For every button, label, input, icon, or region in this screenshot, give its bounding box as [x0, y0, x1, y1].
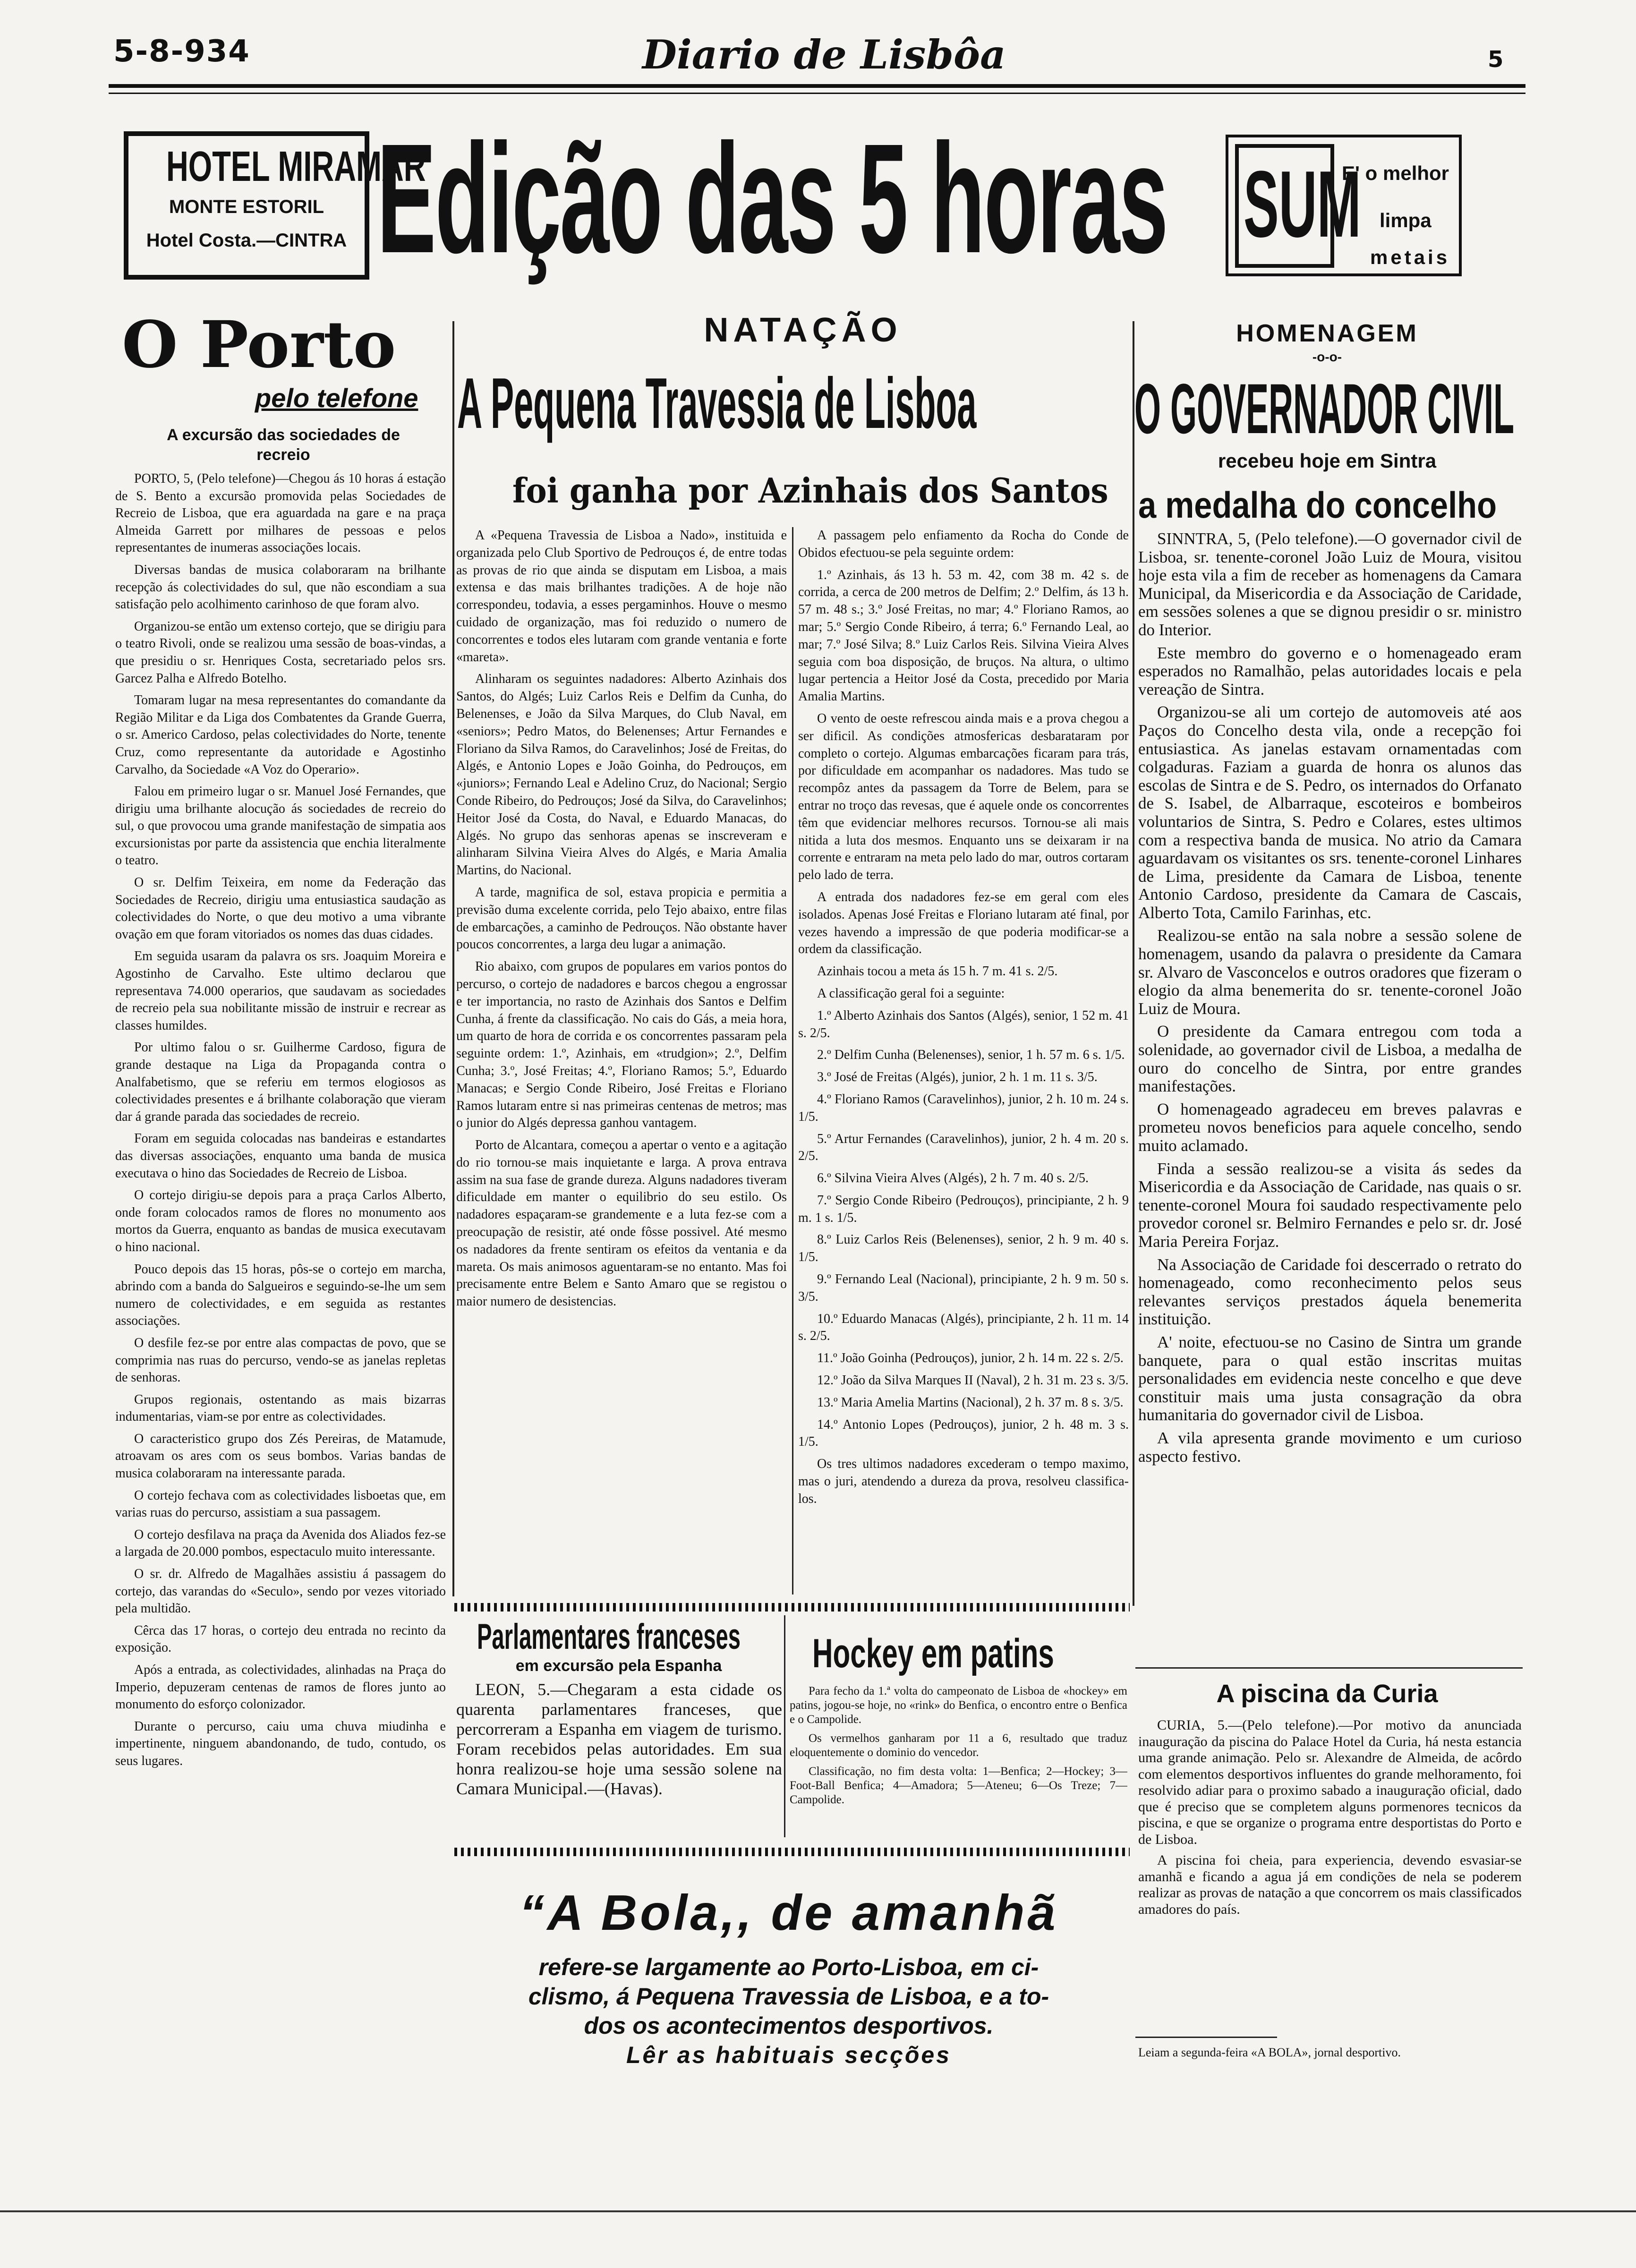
porto-paragraph: Diversas bandas de musica colaboraram na brilhante recepção ás colectividades do sul, que não escondiam a sua satisfação pelo acolhimento carinhoso de que foram alvo. [115, 562, 446, 612]
natacao-paragraph: 11.º João Goinha (Pedrouços), junior, 2 h. 14 m. 22 s. 2/5. [817, 1351, 1124, 1366]
bola-line: refere-se largamente ao Porto-Lisboa, em ci- [538, 1954, 1039, 1980]
bola-title: “A Bola,, de amanhã [519, 1885, 1058, 1941]
natacao-paragraph: O vento de oeste refrescou ainda mais e a prova chegou a ser dificil. As condições atmosfericas desbarataram por completo o cortejo. Algumas embarcações ficaram para trás, por dificuldade em acompanhar os nadadores. Mas tudo se recompôz antes da passagem da Torre de Belem, para se entrar no troço das revesas, que é aquele onde os concorrentes têm que evidenciar melhores recursos. Tornou-se ali mais nitida a luta dos mesmos. Enquanto uns se deixaram ir na corrente e entraram na meta pelo lado do mar, outros cortaram pelo lado de terra. [798, 711, 1129, 883]
hotel-costa: Hotel Costa.—CINTRA [146, 230, 347, 251]
porto-paragraph: Em seguida usaram da palavra os srs. Joaquim Moreira e Agostinho de Carvalho. Este ultimo declarou que representava 74.000 operarios, que saudavam as sociedades de recreio pela sua nobilitante missão de instruir e recrear as classes humildes. [115, 949, 446, 1033]
curia-paragraph: A piscina foi cheia, para experiencia, devendo esvasiar-se amanhã e ficando a agua já em condições de nela se poderem realizar as provas de natação a que concorrem os mais classificados amadores do país. [1138, 1852, 1522, 1917]
edition-banner: Edição das 5 horas [377, 111, 1167, 285]
parlamentares-text: LEON, 5.—Chegaram a esta cidade os quarenta parlamentares franceses, que percorreram a Espanha em viagem de turismo. Foram recebidos pelas autoridades. Em sua honra realizou-se hoje uma sessão solene na Camara Municipal.—(Havas). [456, 1680, 782, 1798]
porto-paragraph: O caracteristico grupo dos Zés Pereiras, de Matamude, atroavam os ares com os seus bombos. Varias bandas de musica colaboraram na interessante parada. [115, 1431, 446, 1481]
porto-article [115, 470, 446, 1968]
natacao-paragraph: Alinharam os seguintes nadadores: Alberto Azinhais dos Santos, do Algés; Luiz Carlos Reis e Delfim da Cunha, do Belenenses, e João da Silva Marques, do Club Naval, em «seniors»; Pedro Matos, do Belenenses; Artur Fernandes e Floriano da Silva Ramos, do Caravelinhos; José de Freitas, do Algés, e Antonio Lopes e João Goinha, do Pedrouços, em «juniors»; Fernando Leal e Adelino Cruz, do Nacional; Sergio Conde Ribeiro, do Pedrouços; José da Silva, do Caravelinhos; Heitor José da Costa, do Naval, e Eduardo Manacas, do Algés. No grupo das senhoras apenas se inscreveram e alinharam Silvina Vieira Alves do Algés, e Maria Amalia Martins, do Nacional. [456, 672, 787, 878]
bola-line: Lêr as habituais secções [626, 2042, 951, 2068]
natacao-col2 [798, 527, 1129, 1599]
natacao-paragraph: Os tres ultimos nadadores excederam o tempo maximo, mas o juri, atendendo a dureza da prova, resolveu classifica-los. [798, 1457, 1129, 1506]
header-rule-thin [109, 93, 1525, 94]
hotel-miramar-ad [124, 131, 426, 280]
natacao-paragraph: 2.º Delfim Cunha (Belenenses), senior, 1 h. 57 m. 6 s. 1/5. [817, 1048, 1125, 1063]
page-number: 5 [1488, 46, 1505, 73]
sum-ad [1226, 135, 1462, 276]
dotted-separator [454, 1603, 1130, 1611]
hockey-text: Os vermelhos ganharam por 11 a 6, resultado que traduz eloquentemente o dominio do vencedor. [790, 1732, 1127, 1759]
porto-paragraph: Cêrca das 17 horas, o cortejo deu entrada no recinto da exposição. [115, 1623, 446, 1655]
natacao-paragraph: A entrada dos nadadores fez-se em geral com eles isolados. Apenas José Freitas e Floriano lutaram até final, por vezes havendo a impressão de que poderia modificar-se a ordem da classificação. [798, 889, 1129, 957]
porto-paragraph: O cortejo fechava com as colectividades lisboetas que, em varias ruas do percurso, assistiam a sua passagem. [115, 1488, 446, 1520]
natacao-paragraph: A passagem pelo enfiamento da Rocha do Conde de Obidos efectuou-se pela seguinte ordem: [798, 528, 1129, 560]
footer-rule [0, 2210, 1636, 2212]
porto-subtitle: pelo telefone [255, 383, 418, 413]
porto-paragraph: Tomaram lugar na mesa representantes do comandante da Região Militar e da Liga dos Combatentes da Grande Guerra, o sr. Americo Cardoso, pelas colectividades do Norte, tenente Cruz, como representante da autoridade e Agostinho Carvalho, da Sociedade «A Voz do Operario». [115, 693, 446, 777]
homenagem-paragraph: Finda a sessão realizou-se a visita ás sedes da Misericordia e da Associação de Caridade, nas quais o sr. tenente-coronel Moura foi saudado respectivamente pelo provedor coronel sr. Belmiro Fernandes e pelo sr. dr. José Maria Pereira Forjaz. [1138, 1159, 1522, 1251]
natacao-kicker: NATAÇÃO [704, 311, 902, 349]
homenagem-paragraph: O presidente da Camara entregou com toda a solenidade, ao governador civil de Lisboa, a medalha de ouro do concelho de Sintra, por entre grandes manifestações. [1138, 1022, 1522, 1096]
natacao-paragraph: Porto de Alcantara, começou a apertar o vento e a agitação do rio tornou-se mais inquietante e larga. A prova entrava assim na sua fase de grande dureza. Alguns nadadores tiveram dificuldade em manter o equilibrio do seu estilo. Os nadadores espaçaram-se grandemente e a luta fez-se com a preocupação de resistir, até onde fôsse possivel. Até mesmo os nadadores da frente sentiram os efeitos da ventania e da mareta. Os mais animosos aguentaram-se no entanto. Mas foi precisamente entre Belem e Santo Amaro que se registou o maior numero de desistencias. [456, 1138, 787, 1309]
curia-article [1138, 1717, 1522, 2038]
natacao-paragraph: 14.º Antonio Lopes (Pedrouços), junior, 2 h. 48 m. 3 s. 1/5. [798, 1417, 1129, 1449]
sum-brand-box [1235, 144, 1361, 268]
section-rule [1135, 2037, 1277, 2038]
porto-paragraph: O sr. dr. Alfredo de Magalhães assistiu á passagem do cortejo, das varandas do «Seculo», sendo por vezes vitoriado pela multidão. [115, 1567, 446, 1616]
hotel-name: HOTEL MIRAMAR [166, 143, 426, 190]
hotel-location: MONTE ESTORIL [169, 196, 324, 217]
parlamentares-title: Parlamentares franceses [477, 1617, 741, 1657]
curia-footer: Leiam a segunda-feira «A BOLA», jornal desportivo. [1138, 2046, 1401, 2059]
porto-paragraph: Foram em seguida colocadas nas bandeiras e estandartes das diversas associações, enquanto uma banda de musica executava o hino das Sociedades de Recreio de Lisboa. [115, 1131, 446, 1181]
natacao-paragraph: 1.º Azinhais, ás 13 h. 53 m. 42, com 38 m. 42 s. de corrida, a cerca de 200 metros de Delfim; 2.º Delfim, ás 13 h. 57 m. 48 s.; 3.º José Freitas, no mar; 4.º Floriano Ramos, ao mar; 5.º Sergio Conde Ribeiro, á terra; 6.º Fernando Leal, ao mar; 7.º José Silva; 8.º Luiz Carlos Reis. Silvina Vieira Alves seguia com boa disposição, de bruços. Na altura, o ultimo lugar pertencia a Heitor José da Costa, precedido por Maria Amalia Martins. [798, 567, 1129, 704]
homenagem-paragraph: Na Associação de Caridade foi descerrado o retrato do homenageado, como reconhecimento pelos seus relevantes serviços prestados áquela benemerita instituição. [1138, 1255, 1522, 1329]
homenagem-paragraph: SINNTRA, 5, (Pelo telefone).—O governador civil de Lisboa, sr. tenente-coronel João Luiz de Moura, visitou hoje esta vila a fim de receber as homenagens da Camara Municipal, da Misericordia e da Associação de Caridade, em sessões solenes a que se dignou presidir o sr. ministro do Interior. [1138, 530, 1522, 639]
curia-paragraph: CURIA, 5.—(Pelo telefone).—Por motivo da anunciada inauguração da piscina do Palace Hotel da Curia, há nesta estancia uma grande animação. Pelo sr. Alexandre de Almeida, de acôrdo com elementos desportivos influentes do grande melhoramento, foi resolvido adiar para o proximo sabado a inauguração oficial, dado que é preciso que se completem alguns pormenores tecnicos da piscina, e que se organize o programa entre desportistas do Porto e de Lisboa. [1138, 1717, 1522, 1847]
porto-paragraph: O cortejo dirigiu-se depois para a praça Carlos Alberto, onde foram colocados ramos de flores no monumento aos mortos da Guerra, enquanto as bandas de musica executavam o hino nacional. [115, 1188, 446, 1254]
natacao-col1 [456, 527, 787, 1599]
sum-brand: SUM [1244, 152, 1361, 257]
porto-paragraph: Grupos regionais, ostentando as mais bizarras indumentarias, viam-se por entre as colectividades. [115, 1392, 446, 1424]
natacao-paragraph: 10.º Eduardo Manacas (Algés), principiante, 2 h. 11 m. 14 s. 2/5. [798, 1311, 1129, 1344]
column-rule [784, 1615, 785, 1837]
natacao-paragraph: 1.º Alberto Azinhais dos Santos (Algés), senior, 1 52 m. 41 s. 2/5. [798, 1008, 1129, 1040]
natacao-paragraph: 5.º Artur Fernandes (Caravelinhos), junior, 2 h. 4 m. 20 s. 2/5. [798, 1131, 1129, 1164]
natacao-title: A Pequena Travessia de Lisboa [457, 363, 977, 443]
porto-paragraph: Pouco depois das 15 horas, pôs-se o cortejo em marcha, abrindo com a banda do Salgueiros e seguindo-se-lhe um sem numero de colectividades, e em seguida as restantes associações. [115, 1262, 446, 1329]
natacao-paragraph: 13.º Maria Amelia Martins (Nacional), 2 h. 37 m. 8 s. 3/5. [817, 1395, 1124, 1410]
homenagem-paragraph: Este membro do governo e o homenageado eram esperados no Ramalhão, pelas autoridades locais e pela vereação de Sintra. [1138, 643, 1522, 699]
porto-paragraph: Durante o percurso, caiu uma chuva miudinha e impertinente, ninguem abandonando, de tudo, contudo, os seus lugares. [115, 1719, 446, 1768]
natacao-paragraph: Azinhais tocou a meta ás 15 h. 7 m. 41 s. 2/5. [817, 964, 1058, 979]
natacao-paragraph: A tarde, magnifica de sol, estava propicia e permitia a previsão duma excelente corrida, pelo Tejo abaixo, entre filas de embarcações, a caminho de Pedrouços. Não obstante haver poucos concorrentes, a larga deu lugar a animação. [456, 885, 787, 952]
homenagem-sub2: a medalha do concelho [1138, 484, 1497, 526]
sum-line1: E' o melhor [1342, 162, 1449, 184]
column-rule [1133, 321, 1134, 1606]
homenagem-paragraph: Realizou-se então na sala nobre a sessão solene de homenagem, usando da palavra o presidente da Camara sr. Alvaro de Vasconcelos e outros oradores que fizeram o elogio da alma benemerita do sr. tenente-coronel João Luiz de Moura. [1138, 926, 1522, 1018]
hockey-article [790, 1684, 1127, 1845]
natacao-paragraph: 4.º Floriano Ramos (Caravelinhos), junior, 2 h. 10 m. 24 s. 1/5. [798, 1091, 1129, 1124]
natacao-paragraph: A «Pequena Travessia de Lisboa a Nado», instituida e organizada pelo Club Sportivo de Pedrouços é, de entre todas as provas de rio que ainda se disputam em Lisboa, a mais extensa e das mais brilhantes tradições. A de hoje não correspondeu, todavia, a esses pergaminhos. Houve o mesmo cuidado de organização, mas foi reduzido o numero de concorrentes e todos eles lutaram com grande ventania e forte «mareta». [456, 528, 787, 665]
column-rule [792, 527, 793, 1594]
bola-line: dos os acontecimentos desportivos. [584, 2012, 994, 2039]
bola-line: clismo, á Pequena Travessia de Lisboa, e a to- [528, 1983, 1049, 2010]
natacao-paragraph: 8.º Luiz Carlos Reis (Belenenses), senior, 2 h. 9 m. 40 s. 1/5. [798, 1232, 1129, 1265]
parlamentares-article [456, 1680, 782, 1859]
section-rule [1135, 1667, 1523, 1669]
masthead: Diario de Lisbôa [642, 31, 1006, 78]
dotted-separator [454, 1848, 1130, 1856]
hockey-title: Hockey em patins [812, 1631, 1054, 1676]
porto-paragraph: O sr. Delfim Teixeira, em nome da Federação das Sociedades de Recreio, dirigiu uma entusiastica saudação as colectividades do Norte, o que deu motivo a uma vibrante ovação em que foram vitoriados os nomes das duas cidades. [115, 875, 446, 942]
hockey-text: Classificação, no fim desta volta: 1—Benfica; 2—Hockey; 3—Foot-Ball Benfica; 4—Amadora; 5—Ateneu; 6—Os Treze; 7—Campolide. [790, 1765, 1127, 1806]
homenagem-paragraph: A vila apresenta grande movimento e um curioso aspecto festivo. [1138, 1428, 1522, 1466]
homenagem-paragraph: Organizou-se ali um cortejo de automoveis até aos Paços do Concelho desta vila, onde a recepção foi entusiastica. As janelas estavam ornamentadas com colgaduras. Faziam a guarda de honra os alunos das escolas de Sintra e de S. Pedro, os internados do Orfanato de S. Isabel, de Albarraque, escoteiros e bombeiros voluntarios de Sintra, S. Pedro e Colares, estes ultimos com a respectiva banda de musica. No atrio da Camara aguardavam os visitantes os srs. tenente-coronel Linhares de Lima, presidente da Camara de Lisboa, tenente Antonio Cardoso, presidente da Camara de Cascais, Alberto Tota, Camilo Farinhas, etc. [1138, 703, 1522, 922]
porto-paragraph: Falou em primeiro lugar o sr. Manuel José Fernandes, que dirigiu uma brilhante alocução ás sociedades de recreio do sul, o que provocou uma grande manifestação de simpatia aos excursionistas por parte da assistencia que enchia literalmente o teatro. [115, 784, 446, 868]
hockey-text: Para fecho da 1.ª volta do campeonato de Lisboa de «hockey» em patins, jogou-se hoje, no «rink» do Benfica, o encontro entre o Benfica e o Campolide. [790, 1685, 1127, 1726]
porto-paragraph: Por ultimo falou o sr. Guilherme Cardoso, figura de grande destaque na Liga da Propaganda contra o Analfabetismo, que se referiu em termos elogiosos as colectividades presentes e á brilhante colaboração que vieram dar á grande parada das sociedades de recreio. [115, 1040, 446, 1124]
natacao-paragraph: 12.º João da Silva Marques II (Naval), 2 h. 31 m. 23 s. 3/5. [817, 1373, 1129, 1388]
homenagem-paragraph: O homenageado agradeceu em breves palavras e prometeu novos beneficios para aquele concelho, sendo muito aclamado. [1138, 1100, 1522, 1155]
parlamentares-subtitle: em excursão pela Espanha [515, 1657, 722, 1675]
porto-paragraph: O cortejo desfilava na praça da Avenida dos Aliados fez-se a largada de 20.000 pombos, espectaculo muito interessante. [115, 1527, 446, 1560]
sum-line3: metais [1370, 246, 1450, 268]
homenagem-article [1138, 530, 1522, 1661]
sum-line2: limpa [1380, 209, 1432, 231]
header-rule [109, 84, 1525, 88]
column-rule [452, 321, 454, 1596]
homenagem-kicker: HOMENAGEM [1236, 320, 1418, 347]
natacao-paragraph: A classificação geral foi a seguinte: [817, 986, 1005, 1001]
homenagem-subtitle: recebeu hoje em Sintra [1218, 450, 1437, 472]
natacao-paragraph: 6.º Silvina Vieira Alves (Algés), 2 h. 7 m. 40 s. 2/5. [817, 1171, 1089, 1186]
porto-paragraph: O desfile fez-se por entre alas compactas de povo, que se comprimia nas ruas do percurso, vendo-se as janelas repletas de senhoras. [115, 1335, 446, 1385]
porto-title: O Porto [122, 307, 396, 383]
curia-title: A piscina da Curia [1216, 1680, 1438, 1708]
natacao-paragraph: Rio abaixo, com grupos de populares em varios pontos do percurso, o cortejo de nadadores e barcos chegou a engrossar e ter importancia, no rasto de Azinhais dos Santos e Delfim Cunha, á frente da classificação. No cais do Gás, a meia hora, um quarto de hora de corrida e os concorrentes passaram pela seguinte ordem: 1.º, Azinhais, em «trudgion»; 2.º, Delfim Cunha; 3.º, José Freitas; 4.º, Floriano Ramos; 5.º, Eduardo Manacas; e Sergio Conde Ribeiro, José Freitas e Floriano Ramos lutaram entre si nas primeiras centenas de metros; mas o junior do Algés depressa ganhou vantagem. [456, 959, 787, 1131]
natacao-paragraph: 3.º José de Freitas (Algés), junior, 2 h. 1 m. 11 s. 3/5. [817, 1070, 1098, 1085]
natacao-subtitle: foi ganha por Azinhais dos Santos [512, 470, 1108, 511]
bola-ad [444, 1884, 1133, 2073]
homenagem-paragraph: A' noite, efectuou-se no Casino de Sintra um grande banquete, para o qual estão inscritas muitas personalidades em evidencia neste concelho e que deve constituir mais uma justa consagração da obra humanitaria do governador civil de Lisboa. [1138, 1332, 1522, 1424]
natacao-paragraph: 9.º Fernando Leal (Nacional), principiante, 2 h. 9 m. 50 s. 3/5. [798, 1272, 1129, 1304]
homenagem-title: O GOVERNADOR CIVIL [1134, 369, 1515, 448]
porto-paragraph: PORTO, 5, (Pelo telefone)—Chegou ás 10 horas á estação de S. Bento a excursão promovida pelas Sociedades de Recreio de Lisboa, que era aguardada na gare e na praça Almeida Garrett por milhares de pessoas e pelos representantes de inumeras associações locais. [115, 471, 446, 555]
porto-headline: A excursão das sociedades de recreio [167, 426, 400, 464]
porto-paragraph: Organizou-se então um extenso cortejo, que se dirigiu para o teatro Rivoli, onde se realizou uma sessão de boas-vindas, a que presidiu o sr. Henriques Costa, secretariado pelos srs. Garcez Palha e Alfredo Botelho. [115, 619, 446, 686]
natacao-paragraph: 7.º Sergio Conde Ribeiro (Pedrouços), principiante, 2 h. 9 m. 1 s. 1/5. [798, 1193, 1129, 1225]
page-date: 5-8-934 [113, 34, 250, 69]
porto-paragraph: Após a entrada, as colectividades, alinhadas na Praça do Imperio, depuzeram centenas de ramos de flores junto ao monumento do esforço colonizador. [115, 1663, 446, 1712]
homenagem-ornament: -o-o- [1312, 350, 1342, 364]
